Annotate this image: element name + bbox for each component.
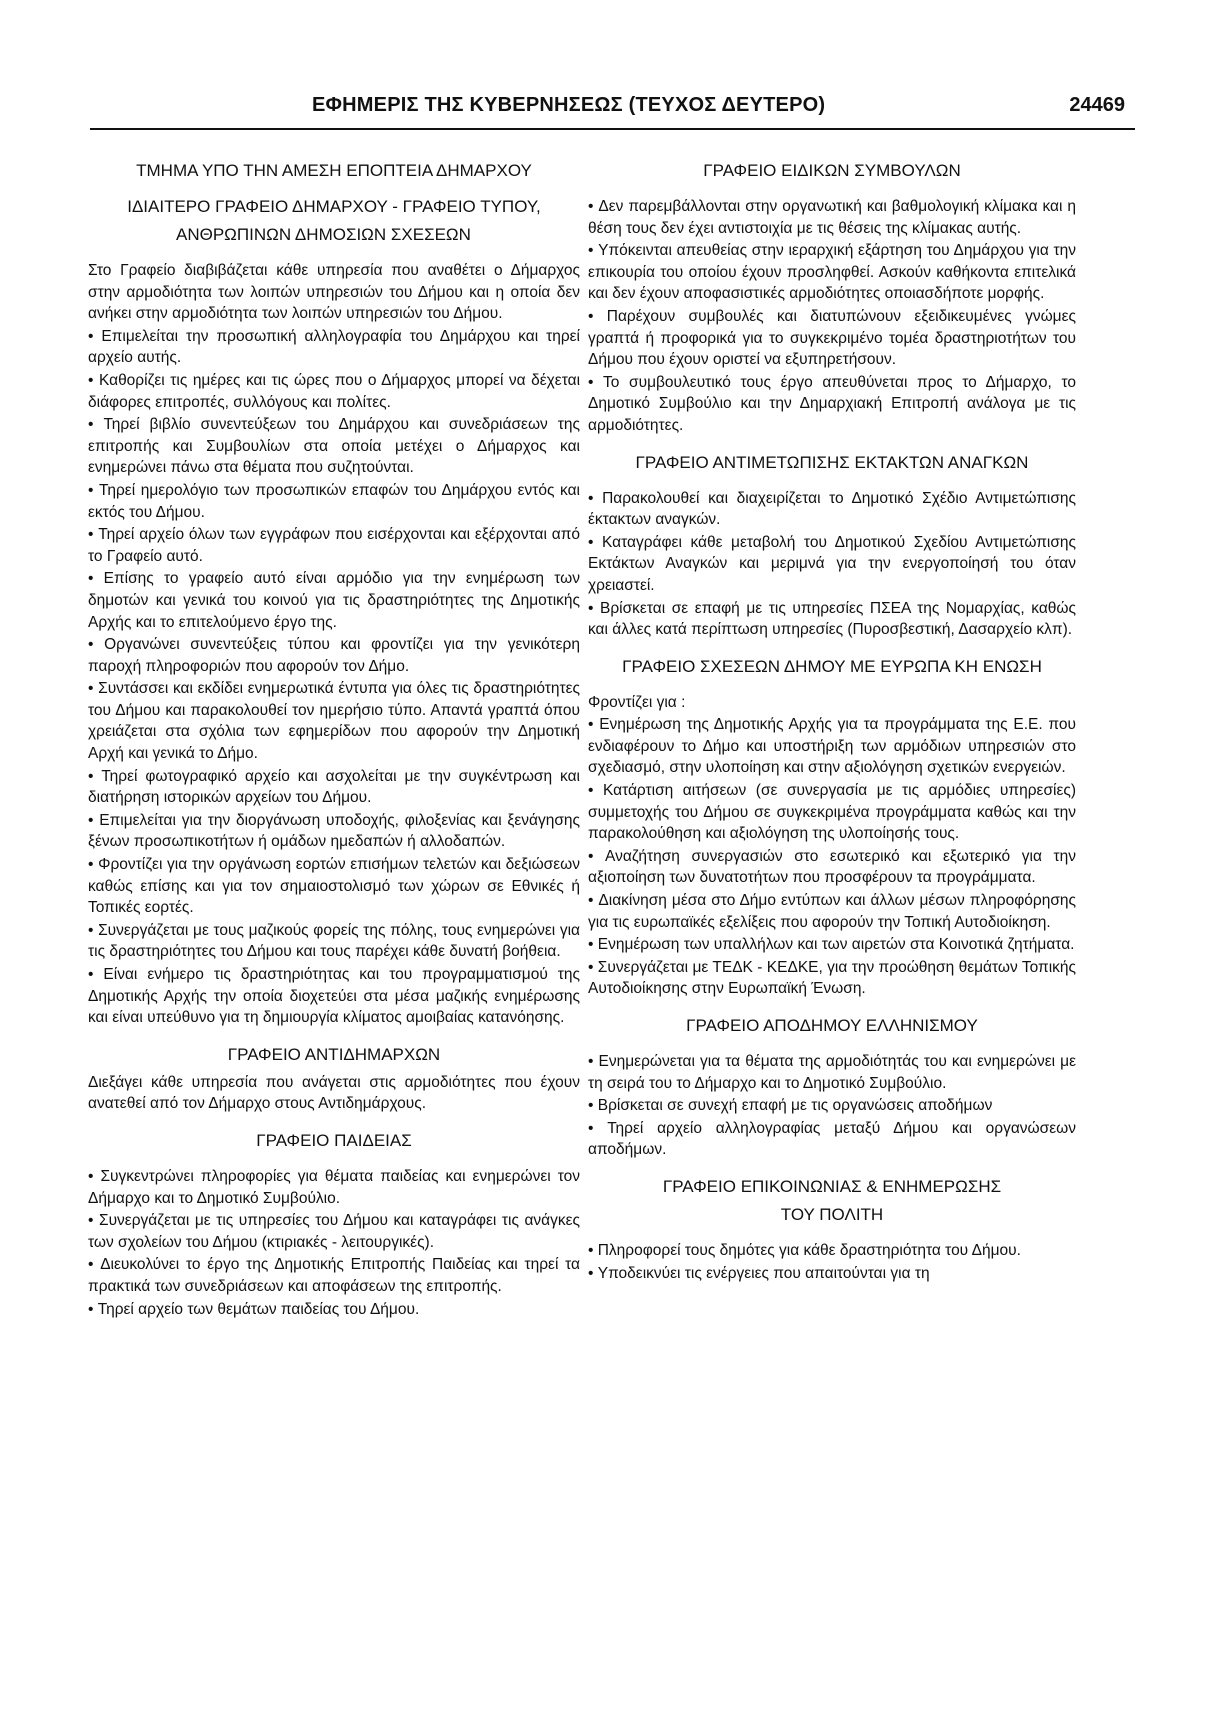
section-heading-citizen-communication: ΓΡΑΦΕΙΟ ΕΠΙΚΟΙΝΩΝΙΑΣ & ΕΝΗΜΕΡΩΣΗΣ xyxy=(662,1176,1002,1196)
bullet-item: • Καθορίζει τις ημέρες και τις ώρες που ο Δήμαρχος μπορεί να δέχεται διάφορες επιτροπές, συλλόγους και πολίτες. xyxy=(88,370,580,413)
bullet-item: • Ενημερώνεται για τα θέματα της αρμοδιότητάς του και ενημερώνει με τη σειρά του το Δήμαρχο και το Δημοτικό Συμβούλιο. xyxy=(588,1051,1076,1094)
section-heading-emergencies: ΓΡΑΦΕΙΟ ΑΝΤΙΜΕΤΩΠΙΣΗΣ ΕΚΤΑΚΤΩΝ ΑΝΑΓΚΩΝ xyxy=(635,452,1029,472)
page-number: 24469 xyxy=(1069,94,1125,116)
paragraph: Στο Γραφείο διαβιβάζεται κάθε υπηρεσία που αναθέτει ο Δήμαρχος στην αρμοδιότητα των λοιπών υπηρεσιών του Δήμου και η οποία δεν ανήκει στην αρμοδιότητα των λοιπών υπηρεσιών του Δήμου. xyxy=(88,262,580,323)
section-heading-citizen-communication-line2: ΤΟΥ ΠΟΛΙΤΗ xyxy=(780,1204,884,1224)
bullet-item: • Τηρεί αρχείο όλων των εγγράφων που εισέρχονται και εξέρχονται από το Γραφείο αυτό. xyxy=(88,524,580,567)
bullet-item: • Διευκολύνει το έργο της Δημοτικής Επιτροπής Παιδείας και τηρεί τα πρακτικά των συνεδριάσεων και αποφάσεων της επιτροπής. xyxy=(88,1254,580,1297)
bullet-item: • Το συμβουλευτικό τους έργο απευθύνεται προς το Δήμαρχο, το Δημοτικό Συμβούλιο και την Δημαρχιακή Επιτροπή ανάλογα με τις αρμοδιότητες. xyxy=(588,372,1076,437)
bullet-item: • Τηρεί βιβλίο συνεντεύξεων του Δημάρχου και συνεδριάσεων της επιτροπής και Συμβουλίων στα οποία μετέχει ο Δήμαρχος και ενημερώνει πάνω στα θέματα που συζητούνται. xyxy=(88,414,580,479)
gazette-title: ΕΦΗΜΕΡΙΣ ΤΗΣ ΚΥΒΕΡΝΗΣΕΩΣ (ΤΕΥΧΟΣ ΔΕΥΤΕΡΟ) xyxy=(312,94,826,116)
section-heading-public-relations: ΑΝΘΡΩΠΙΝΩΝ ΔΗΜΟΣΙΩΝ ΣΧΕΣΕΩΝ xyxy=(176,225,471,244)
bullet-item: • Συντάσσει και εκδίδει ενημερωτικά έντυπα για όλες τις δραστηριότητες του Δήμου και παρακολουθεί τον ημερήσιο τύπο. Απαντά γραπτά όπου χρειάζεται στα σχόλια των εφημερίδων που αφορούν την Δημοτική Αρχή και γενικά το Δήμο. xyxy=(88,678,580,764)
bullet-item: • Συνεργάζεται με τους μαζικούς φορείς της πόλης, τους ενημερώνει για τις δραστηριότητες του Δήμου και τους παρέχει κάθε δυνατή βοήθεια. xyxy=(88,920,580,963)
bullet-item: • Επιμελείται για την διοργάνωση υποδοχής, φιλοξενίας και ξενάγησης ξένων προσωπικοτήτων ή ομάδων ημεδαπών ή αλλοδαπών. xyxy=(88,810,580,853)
bullet-item: • Είναι ενήμερο τις δραστηριότητας και του προγραμματισμού της Δημοτικής Αρχής την οποία διοχετεύει στα μέσα μαζικής ενημέρωσης και είναι υπεύθυνο για τη δημιουργία κλίματος αμοιβαίας κατανόησης. xyxy=(88,964,580,1029)
bullet-item: • Ενημέρωση των υπαλλήλων και των αιρετών στα Κοινοτικά ζητήματα. xyxy=(588,934,1076,956)
bullet-item: • Κατάρτιση αιτήσεων (σε συνεργασία με τις αρμόδιες υπηρεσίες) συμμετοχής του Δήμου σε συγκεκριμένα προγράμματα καθώς και την παρακολούθηση και αξιολόγηση της υλοποίησής τους. xyxy=(588,780,1076,845)
bullet-item: • Επιμελείται την προσωπική αλληλογραφία του Δημάρχου και τηρεί αρχείο αυτής. xyxy=(88,326,580,369)
bullet-item: • Τηρεί ημερολόγιο των προσωπικών επαφών του Δημάρχου εντός και εκτός του Δήμου. xyxy=(88,480,580,523)
bullet-item: • Συνεργάζεται με ΤΕΔΚ - ΚΕΔΚΕ, για την προώθηση θεμάτων Τοπικής Αυτοδιοίκησης στην Ευρωπαϊκή Ένωση. xyxy=(588,957,1076,1000)
bullet-item: • Οργανώνει συνεντεύξεις τύπου και φροντίζει για την γενικότερη παροχή πληροφοριών που αφορούν τον Δήμο. xyxy=(88,634,580,677)
bullet-item: • Διακίνηση μέσα στο Δήμο εντύπων και άλλων μέσων πληροφόρησης για τις ευρωπαϊκές εξελίξεις που αφορούν την Τοπική Αυτοδιοίκηση. xyxy=(588,890,1076,933)
left-column xyxy=(88,160,580,1321)
bullet-item: • Παρέχουν συμβουλές και διατυπώνουν εξειδικευμένες γνώμες γραπτά ή προφορικά για το συγκεκριμένο τομέα δραστηριοτήτων του Δήμου που έχουν οριστεί να εξυπηρετήσουν. xyxy=(588,306,1076,371)
bullet-item: • Υπόκεινται απευθείας στην ιεραρχική εξάρτηση του Δημάρχου για την επικουρία του οποίου έχουν προσληφθεί. Ασκούν καθήκοντα επιτελικά και δεν έχουν αποφασιστικές αρμοδιότητες οποιασδήποτε μορφής. xyxy=(588,240,1076,305)
section-heading-special-advisors: ΓΡΑΦΕΙΟ ΕΙΔΙΚΩΝ ΣΥΜΒΟΥΛΩΝ xyxy=(703,161,961,180)
bullet-item: • Τηρεί φωτογραφικό αρχείο και ασχολείται με την συγκέντρωση και διατήρηση ιστορικών αρχείων του Δήμου. xyxy=(88,766,580,809)
bullet-item: • Βρίσκεται σε επαφή με τις υπηρεσίες ΠΣΕΑ της Νομαρχίας, καθώς και άλλες κατά περίπτωση υπηρεσίες (Πυροσβεστική, Δασαρχείο κλπ). xyxy=(588,598,1076,641)
bullet-item: • Συγκεντρώνει πληροφορίες για θέματα παιδείας και ενημερώνει τον Δήμαρχο και το Δημοτικό Συμβούλιο. xyxy=(88,1166,580,1209)
bullet-item: • Φροντίζει για την οργάνωση εορτών επισήμων τελετών και δεξιώσεων καθώς επίσης και για τον σημαιοστολισμό των χώρων σε Εθνικές ή Τοπικές εορτές. xyxy=(88,854,580,919)
bullet-item: • Ενημέρωση της Δημοτικής Αρχής για τα προγράμματα της Ε.Ε. που ενδιαφέρουν το Δήμο και υποστήριξη των αρμόδιων υπηρεσιών στο σχεδιασμό, στην υλοποίηση και στην αξιολόγηση σχετικών ενεργειών. xyxy=(588,714,1076,779)
page-header xyxy=(90,92,1135,130)
bullet-item: • Πληροφορεί τους δημότες για κάθε δραστηριότητα του Δήμου. xyxy=(588,1240,1076,1262)
bullet-item: • Συνεργάζεται με τις υπηρεσίες του Δήμου και καταγράφει τις ανάγκες των σχολείων του Δήμου (κτιριακές - λειτουργικές). xyxy=(88,1210,580,1253)
bullet-item: • Δεν παρεμβάλλονται στην οργανωτική και βαθμολογική κλίμακα και η θέση τους δεν έχει αντιστοιχία με τις θέσεις της κλίμακας αυτής. xyxy=(588,196,1076,239)
paragraph: Φροντίζει για : xyxy=(588,693,686,711)
section-heading-department: ΤΜΗΜΑ ΥΠΟ ΤΗΝ ΑΜΕΣΗ ΕΠΟΠΤΕΙΑ ΔΗΜΑΡΧΟΥ xyxy=(136,161,532,180)
bullet-item: • Επίσης το γραφείο αυτό είναι αρμόδιο για την ενημέρωση των δημοτών και γενικά του κοινού για τις δραστηριότητες της Δημοτικής Αρχής και το επιτελούμενο έργο της. xyxy=(88,568,580,633)
bullet-item: • Βρίσκεται σε συνεχή επαφή με τις οργανώσεις αποδήμων xyxy=(588,1095,1076,1117)
section-heading-private-office: ΙΔΙΑΙΤΕΡΟ ΓΡΑΦΕΙΟ ΔΗΜΑΡΧΟΥ - ΓΡΑΦΕΙΟ ΤΥΠΟΥ, xyxy=(127,197,541,216)
section-heading-european-union: ΓΡΑΦΕΙΟ ΣΧΕΣΕΩΝ ΔΗΜΟΥ ΜΕ ΕΥΡΩΠΑ ΚΗ ΕΝΩΣΗ xyxy=(622,656,1042,676)
paragraph: Διεξάγει κάθε υπηρεσία που ανάγεται στις αρμοδιότητες που έχουν ανατεθεί από τον Δήμαρχο στους Αντιδημάρχους. xyxy=(88,1073,580,1113)
section-heading-diaspora: ΓΡΑΦΕΙΟ ΑΠΟΔΗΜΟΥ ΕΛΛΗΝΙΣΜΟΥ xyxy=(686,1016,978,1035)
bullet-item: • Παρακολουθεί και διαχειρίζεται το Δημοτικό Σχέδιο Αντιμετώπισης έκτακτων αναγκών. xyxy=(588,488,1076,531)
bullet-item: • Καταγράφει κάθε μεταβολή του Δημοτικού Σχεδίου Αντιμετώπισης Εκτάκτων Αναγκών και μεριμνά για την ενεργοποίησή του όταν χρειαστεί. xyxy=(588,532,1076,597)
bullet-item: • Υποδεικνύει τις ενέργειες που απαιτούνται για τη xyxy=(588,1263,1076,1285)
section-heading-education: ΓΡΑΦΕΙΟ ΠΑΙΔΕΙΑΣ xyxy=(256,1130,412,1150)
right-column xyxy=(588,160,1076,1285)
bullet-item: • Αναζήτηση συνεργασιών στο εσωτερικό και εξωτερικό για την αξιοποίηση των δυνατοτήτων που προσφέρουν τα προγράμματα. xyxy=(588,846,1076,889)
bullet-item: • Τηρεί αρχείο των θεμάτων παιδείας του Δήμου. xyxy=(88,1299,580,1321)
bullet-item: • Τηρεί αρχείο αλληλογραφίας μεταξύ Δήμου και οργανώσεων αποδήμων. xyxy=(588,1118,1076,1161)
section-heading-deputy-mayors: ΓΡΑΦΕΙΟ ΑΝΤΙΔΗΜΑΡΧΩΝ xyxy=(227,1044,441,1064)
